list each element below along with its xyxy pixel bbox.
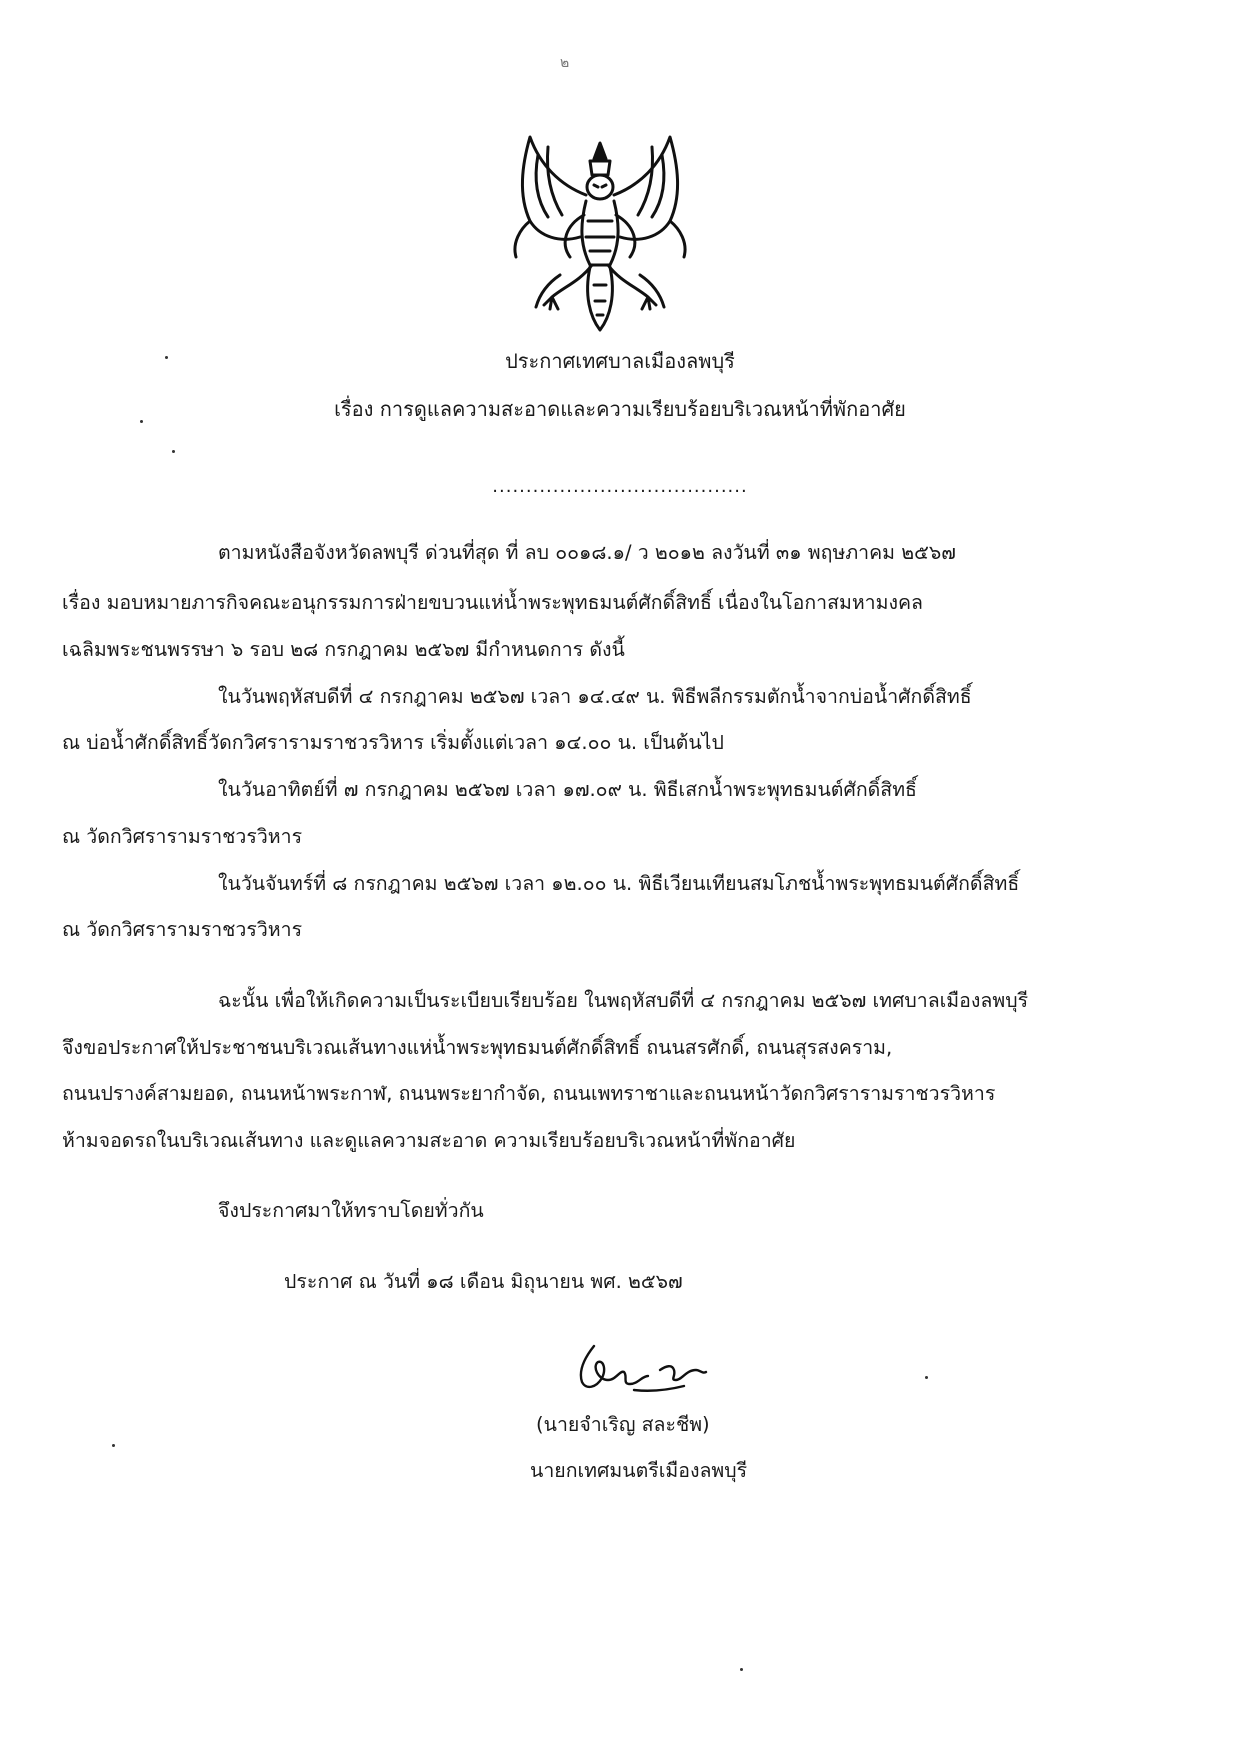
announcement-subject: เรื่อง การดูแลความสะอาดและความเรียบร้อยบริเวณหน้าที่พักอาศัย [334, 397, 906, 421]
body-line: ในวันจันทร์ที่ ๘ กรกฎาคม ๒๕๖๗ เวลา ๑๒.๐๐ น. พิธีเวียนเทียนสมโภชน้ำพระพุทธมนต์ศักดิ์สิทธิ์ [218, 872, 1020, 895]
scan-speck [925, 1376, 928, 1379]
body-line: ในวันพฤหัสบดีที่ ๔ กรกฎาคม ๒๕๖๗ เวลา ๑๔.๔๙ น. พิธีพลีกรรมตักน้ำจากบ่อน้ำศักดิ์สิทธิ์ [218, 685, 972, 708]
body-line: เรื่อง มอบหมายภารกิจคณะอนุกรรมการฝ่ายขบวนแห่น้ำพระพุทธมนต์ศักดิ์สิทธิ์ เนื่องในโอกาสมหามงคล [62, 591, 923, 614]
body-line: ห้ามจอดรถในบริเวณเส้นทาง และดูแลความสะอาด ความเรียบร้อยบริเวณหน้าที่พักอาศัย [62, 1129, 796, 1152]
announcement-title: ประกาศเทศบาลเมืองลพบุรี [505, 349, 735, 373]
date-line: ประกาศ ณ วันที่ ๑๘ เดือน มิถุนายน พศ. ๒๕๖๗ [284, 1270, 683, 1293]
body-line: ณ วัดกวิศรารามราชวรวิหาร [62, 918, 303, 941]
garuda-emblem-icon [500, 125, 700, 340]
scan-speck [165, 356, 168, 359]
body-line: ณ บ่อน้ำศักดิ์สิทธิ์วัดกวิศรารามราชวรวิหาร เริ่มตั้งแต่เวลา ๑๔.๐๐ น. เป็นต้นไป [62, 731, 724, 754]
body-line: ตามหนังสือจังหวัดลพบุรี ด่วนที่สุด ที่ ลบ ๐๐๑๘.๑/ ว ๒๐๑๒ ลงวันที่ ๓๑ พฤษภาคม ๒๕๖๗ [218, 541, 956, 564]
page-mark: ๒ [560, 55, 570, 71]
body-line: ถนนปรางค์สามยอด, ถนนหน้าพระกาฬ, ถนนพระยากำจัด, ถนนเพทราชาและถนนหน้าวัดกวิศรารามราชวรวิหาร [62, 1082, 996, 1105]
body-line: เฉลิมพระชนพรรษา ๖ รอบ ๒๘ กรกฎาคม ๒๕๖๗ มีกำหนดการ ดังนี้ [62, 638, 625, 661]
body-line: จึงขอประกาศให้ประชาชนบริเวณเส้นทางแห่น้ำพระพุทธมนต์ศักดิ์สิทธิ์ ถนนสรศักดิ์, ถนนสุรสงคราม, [62, 1036, 893, 1059]
scan-speck [172, 450, 175, 453]
scan-speck [112, 1444, 115, 1447]
handwritten-signature-icon [572, 1340, 712, 1400]
scan-speck [140, 420, 143, 423]
signatory-name: (นายจำเริญ สละชีพ) [536, 1413, 710, 1436]
scan-speck [740, 1668, 743, 1671]
body-line: ในวันอาทิตย์ที่ ๗ กรกฎาคม ๒๕๖๗ เวลา ๑๗.๐๙ น. พิธีเสกน้ำพระพุทธมนต์ศักดิ์สิทธิ์ [218, 778, 917, 801]
signatory-position: นายกเทศมนตรีเมืองลพบุรี [530, 1459, 748, 1482]
body-line: ณ วัดกวิศรารามราชวรวิหาร [62, 825, 303, 848]
body-line: ฉะนั้น เพื่อให้เกิดความเป็นระเบียบเรียบร้อย ในพฤหัสบดีที่ ๔ กรกฎาคม ๒๕๖๗ เทศบาลเมืองลพบุรี [218, 989, 1029, 1012]
title-divider: ...................................... [492, 476, 748, 497]
closing-line: จึงประกาศมาให้ทราบโดยทั่วกัน [218, 1199, 484, 1222]
